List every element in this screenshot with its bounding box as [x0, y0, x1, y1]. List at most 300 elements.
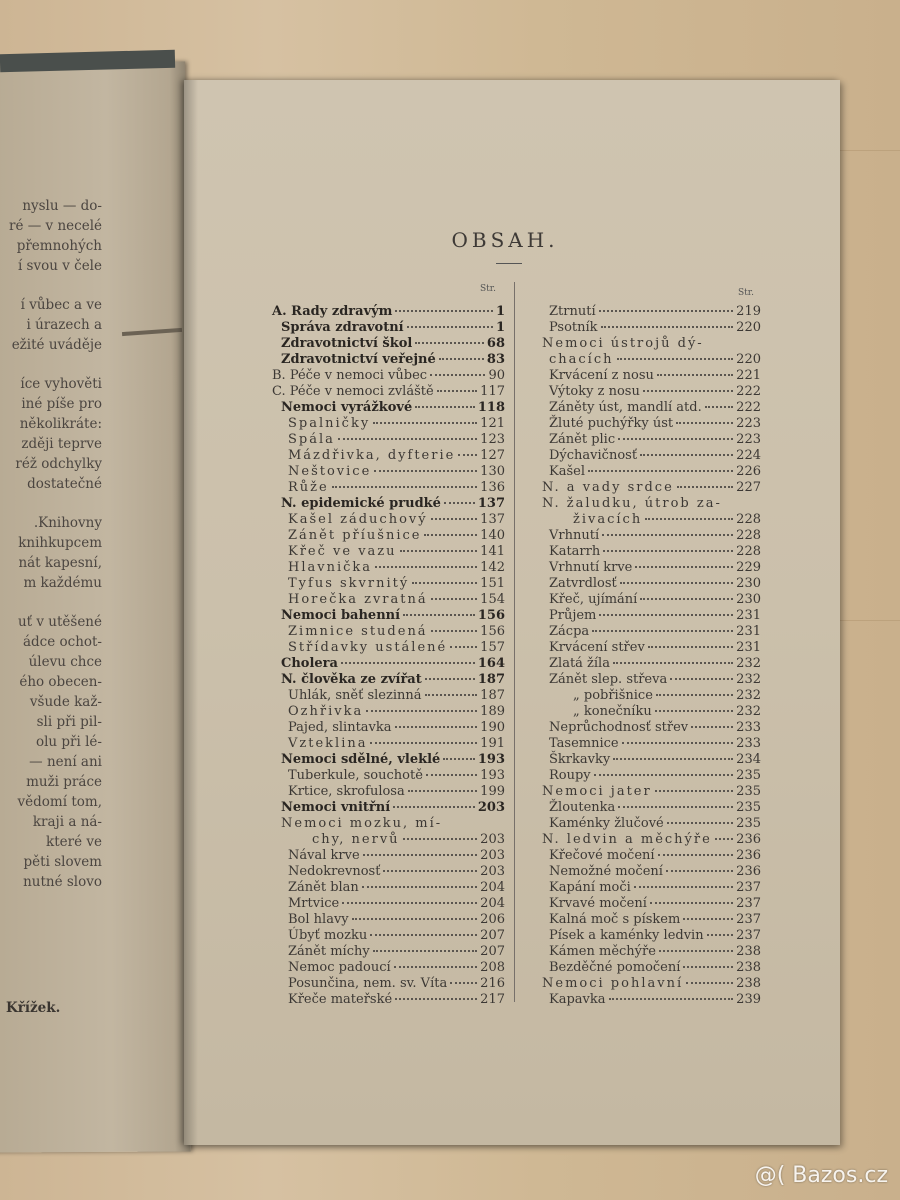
toc-entry [272, 992, 505, 1008]
toc-entry [533, 800, 761, 816]
entry-title: Křečové močení [549, 848, 655, 863]
dot-leader [362, 886, 477, 888]
paragraph-gap [0, 494, 102, 513]
entry-title: Zimnice studená [288, 624, 428, 639]
dot-leader [352, 918, 478, 920]
entry-title: Nemoc padoucí [288, 960, 391, 975]
toc-entry [533, 496, 761, 512]
entry-title: Zácpa [549, 624, 590, 639]
toc-entry [272, 336, 505, 352]
entry-page-number: 233 [736, 720, 761, 735]
entry-page-number: 229 [736, 560, 761, 575]
entry-title: Ztrnutí [549, 304, 596, 319]
entry-page-number: 187 [477, 672, 505, 687]
entry-title: Krvácení střev [549, 640, 645, 655]
toc-entry [533, 912, 761, 928]
entry-page-number: 118 [477, 400, 505, 415]
entry-page-number: 236 [736, 832, 761, 847]
toc-right-column [533, 304, 761, 1008]
entry-title: Nemoci pohlavní [542, 976, 684, 991]
dot-leader [370, 934, 477, 936]
entry-title: Zánět blan [288, 880, 359, 895]
toc-entry [533, 576, 761, 592]
entry-title: Cholera [281, 656, 338, 671]
dot-leader [622, 742, 734, 744]
entry-page-number: 156 [477, 608, 505, 623]
entry-title: N. člověka ze zvířat [281, 672, 422, 687]
toc-entry [272, 784, 505, 800]
entry-title: Kašel záduchový [288, 512, 428, 527]
author-signature: Křížek. [6, 1000, 61, 1016]
entry-page-number: 203 [477, 800, 505, 815]
toc-entry [533, 848, 761, 864]
entry-title: N. a vady srdce [542, 480, 674, 495]
title-rule [496, 263, 522, 264]
entry-title: „ pobřišnice [573, 688, 653, 703]
entry-page-number: 228 [736, 528, 761, 543]
dot-leader [594, 774, 734, 776]
dot-leader [370, 742, 477, 744]
toc-entry [533, 976, 761, 992]
dot-leader [657, 374, 733, 376]
entry-title: Pajed, slintavka [288, 720, 392, 735]
toc-entry [533, 768, 761, 784]
entry-title: A. Rady zdravým [272, 304, 393, 319]
text-line: m každému [23, 575, 102, 591]
entry-title: Písek a kaménky ledvin [549, 928, 704, 943]
dot-leader [439, 358, 484, 360]
dot-leader [617, 358, 734, 360]
toc-entry [533, 592, 761, 608]
dot-leader [618, 438, 733, 440]
dot-leader [655, 710, 733, 712]
toc-entry [533, 480, 761, 496]
entry-page-number: 223 [736, 432, 761, 447]
entry-title: Vrhnutí [549, 528, 600, 543]
toc-entry [272, 752, 505, 768]
entry-page-number: 90 [488, 368, 505, 383]
toc-entry [272, 560, 505, 576]
paragraph-gap [0, 276, 102, 295]
entry-page-number: 193 [477, 752, 505, 767]
entry-title: Mrtvice [288, 896, 340, 911]
entry-page-number: 216 [480, 976, 505, 991]
dot-leader [450, 646, 477, 648]
entry-page-number: 237 [736, 896, 761, 911]
text-line: ežité uváděje [11, 337, 102, 353]
entry-title: B. Péče v nemoci vůbec [272, 368, 428, 383]
entry-title: Průjem [549, 608, 597, 623]
text-line: ré — v necelé [9, 218, 102, 234]
text-line: í svou v čele [17, 258, 102, 274]
toc-entry [272, 352, 505, 368]
entry-page-number: 237 [736, 928, 761, 943]
dot-leader [458, 454, 477, 456]
dot-leader [332, 486, 477, 488]
entry-title: Nemoci mozku, mí- [281, 816, 443, 831]
entry-title: Krtice, skrofulosa [288, 784, 405, 799]
entry-page-number: 224 [736, 448, 761, 463]
toc-entry [272, 800, 505, 816]
entry-title: Zánět slep. střeva [549, 672, 668, 687]
entry-page-number: 83 [486, 352, 505, 367]
entry-title: Neštovice [288, 464, 372, 479]
entry-title: Krvavé močení [549, 896, 647, 911]
dot-leader [650, 902, 733, 904]
entry-page-number: 231 [736, 624, 761, 639]
toc-entry [533, 432, 761, 448]
column-divider [514, 282, 515, 1002]
text-line: úlevu chce [28, 654, 102, 670]
toc-entry [533, 864, 761, 880]
toc-entry [533, 400, 761, 416]
toc-entry [533, 320, 761, 336]
text-line: uť v utěšené [17, 614, 102, 630]
entry-page-number: 121 [480, 416, 505, 431]
page-header-right: Str. [738, 288, 754, 298]
text-line: réž odchylky [15, 456, 102, 472]
dot-leader [667, 822, 733, 824]
dot-leader [444, 502, 475, 504]
entry-title: Kapavka [549, 992, 606, 1007]
toc-entry [533, 384, 761, 400]
text-line: kraji a ná- [32, 814, 102, 830]
paragraph-gap [0, 355, 102, 374]
dot-leader [450, 982, 477, 984]
entry-title: Tuberkule, souchotě [288, 768, 423, 783]
toc-entry [533, 656, 761, 672]
entry-page-number: 220 [736, 352, 761, 367]
entry-page-number: 68 [486, 336, 505, 351]
entry-title: N. žaludku, útrob za- [542, 496, 722, 511]
entry-title: Žluté puchýřky úst [549, 416, 674, 431]
toc-entry [272, 608, 505, 624]
toc-entry [272, 688, 505, 704]
entry-page-number: 226 [736, 464, 761, 479]
dot-leader [408, 790, 477, 792]
entry-title: Křeče mateřské [288, 992, 393, 1007]
text-line: několikráte: [19, 416, 102, 432]
entry-page-number: 203 [480, 832, 505, 847]
toc-entry [272, 528, 505, 544]
toc-entry [272, 592, 505, 608]
toc-entry [533, 720, 761, 736]
toc-entry [533, 896, 761, 912]
entry-title: Bezděčné pomočení [549, 960, 681, 975]
entry-page-number: 228 [736, 512, 761, 527]
toc-entry [533, 688, 761, 704]
entry-title: Výtoky z nosu [549, 384, 640, 399]
entry-page-number: 235 [736, 768, 761, 783]
entry-title: chacích [549, 352, 614, 367]
dot-leader [686, 982, 733, 984]
toc-entry [533, 448, 761, 464]
text-line: sli při pil- [36, 714, 102, 730]
dot-leader [683, 918, 733, 920]
text-line: které ve [46, 834, 102, 850]
entry-title: C. Péče v nemoci zvláště [272, 384, 434, 399]
dot-leader [426, 774, 477, 776]
dot-leader [394, 966, 478, 968]
dot-leader [634, 886, 733, 888]
entry-page-number: 204 [480, 880, 505, 895]
entry-page-number: 220 [736, 320, 761, 335]
entry-page-number: 219 [736, 304, 761, 319]
entry-page-number: 234 [736, 752, 761, 767]
toc-entry [272, 912, 505, 928]
toc-entry [533, 352, 761, 368]
toc-title: OBSAH. [451, 228, 559, 252]
entry-title: Nemoci jater [542, 784, 652, 799]
dot-leader [431, 630, 478, 632]
toc-entry [533, 736, 761, 752]
entry-title: Zdravotnictví veřejné [281, 352, 436, 367]
toc-entry [272, 880, 505, 896]
entry-title: Bol hlavy [288, 912, 349, 927]
toc-entry [272, 400, 505, 416]
dot-leader [342, 902, 477, 904]
dot-leader [400, 550, 478, 552]
dot-leader [395, 310, 493, 312]
entry-title: Růže [288, 480, 329, 495]
toc-entry [272, 480, 505, 496]
entry-page-number: 151 [480, 576, 505, 591]
toc-entry [533, 336, 761, 352]
page-header-left: Str. [480, 284, 496, 294]
toc-entry [533, 512, 761, 528]
toc-entry [272, 864, 505, 880]
text-line: zději teprve [21, 436, 102, 452]
dot-leader [373, 422, 477, 424]
toc-entry [272, 544, 505, 560]
entry-title: Vzteklina [288, 736, 368, 751]
toc-entry [272, 304, 505, 320]
entry-page-number: 1 [495, 320, 505, 335]
entry-page-number: 221 [736, 368, 761, 383]
dot-leader [640, 598, 733, 600]
dot-leader [620, 582, 733, 584]
dot-leader [655, 790, 733, 792]
dot-leader [425, 694, 478, 696]
dot-leader [395, 998, 477, 1000]
entry-title: Uhlák, sněť slezinná [288, 688, 422, 703]
dot-leader [618, 806, 733, 808]
dot-leader [601, 326, 734, 328]
toc-entry [272, 848, 505, 864]
toc-entry [272, 736, 505, 752]
toc-entry [533, 640, 761, 656]
dot-leader [424, 534, 477, 536]
entry-title: Kalná moč s pískem [549, 912, 681, 927]
text-line: pěti slovem [23, 854, 102, 870]
entry-title: Úbyť mozku [288, 928, 368, 943]
entry-title: Křeč, ujímání [549, 592, 638, 607]
toc-entry [272, 640, 505, 656]
toc-entry [533, 304, 761, 320]
entry-title: Spála [288, 432, 335, 447]
entry-title: Správa zdravotní [281, 320, 404, 335]
text-line: vědomí tom, [17, 794, 102, 810]
toc-entry [272, 832, 505, 848]
entry-page-number: 232 [736, 672, 761, 687]
entry-page-number: 232 [736, 688, 761, 703]
entry-title: Vrhnutí krve [549, 560, 633, 575]
toc-entry [272, 496, 505, 512]
entry-title: Nemoci bahenní [281, 608, 401, 623]
entry-page-number: 141 [480, 544, 505, 559]
dot-leader [656, 694, 733, 696]
entry-page-number: 208 [480, 960, 505, 975]
entry-page-number: 1 [495, 304, 505, 319]
dot-leader [375, 566, 477, 568]
entry-title: Mázdřivka, dyfterie [288, 448, 456, 463]
entry-title: Tyfus skvrnitý [288, 576, 410, 591]
dot-leader [341, 662, 475, 664]
entry-title: Horečka zvratná [288, 592, 428, 607]
entry-page-number: 238 [736, 944, 761, 959]
entry-page-number: 193 [480, 768, 505, 783]
entry-title: Záněty úst, mandlí atd. [549, 400, 702, 415]
toc-entry [533, 928, 761, 944]
entry-page-number: 235 [736, 816, 761, 831]
text-line: nutné slovo [23, 874, 102, 890]
toc-entry [533, 944, 761, 960]
toc-entry [533, 784, 761, 800]
dot-leader [666, 870, 733, 872]
toc-left-column [272, 304, 505, 1008]
entry-title: Spalničky [288, 416, 371, 431]
entry-page-number: 203 [480, 864, 505, 879]
toc-entry [533, 368, 761, 384]
entry-page-number: 235 [736, 784, 761, 799]
entry-page-number: 199 [480, 784, 505, 799]
entry-page-number: 238 [736, 976, 761, 991]
entry-title: Křeč ve vazu [288, 544, 397, 559]
toc-entry [533, 560, 761, 576]
text-line: přemnohých [16, 238, 102, 254]
text-line: — není ani [29, 754, 102, 770]
entry-title: Zánět plic [549, 432, 616, 447]
entry-page-number: 130 [480, 464, 505, 479]
left-page-text [0, 196, 102, 892]
toc-entry [272, 432, 505, 448]
toc-entry [533, 816, 761, 832]
dot-leader [395, 726, 478, 728]
entry-page-number: 207 [480, 944, 505, 959]
dot-leader [715, 838, 733, 840]
dot-leader [415, 406, 475, 408]
entry-page-number: 237 [736, 912, 761, 927]
toc-entry [533, 544, 761, 560]
dot-leader [599, 614, 733, 616]
entry-title: N. epidemické prudké [281, 496, 441, 511]
entry-title: Krvácení z nosu [549, 368, 654, 383]
toc-entry [533, 960, 761, 976]
paragraph-gap [0, 593, 102, 612]
dot-leader [412, 582, 477, 584]
dot-leader [705, 406, 733, 408]
entry-page-number: 228 [736, 544, 761, 559]
toc-entry [533, 464, 761, 480]
dot-leader [393, 806, 475, 808]
entry-title: Ozhřivka [288, 704, 364, 719]
toc-entry [272, 512, 505, 528]
dot-leader [443, 758, 475, 760]
entry-page-number: 222 [736, 400, 761, 415]
dot-leader [676, 422, 733, 424]
dot-leader [613, 662, 733, 664]
entry-page-number: 187 [480, 688, 505, 703]
toc-entry [533, 704, 761, 720]
entry-page-number: 137 [477, 496, 505, 511]
dot-leader [437, 390, 478, 392]
entry-page-number: 236 [736, 848, 761, 863]
toc-entry [272, 656, 505, 672]
entry-page-number: 142 [480, 560, 505, 575]
dot-leader [658, 854, 734, 856]
entry-title: Kašel [549, 464, 585, 479]
toc-entry [272, 416, 505, 432]
dot-leader [383, 870, 477, 872]
entry-title: Žloutenka [549, 800, 616, 815]
toc-entry [272, 368, 505, 384]
dot-leader [425, 678, 475, 680]
text-line: knihkupcem [18, 535, 102, 551]
entry-title: Zánět míchy [288, 944, 370, 959]
entry-page-number: 233 [736, 736, 761, 751]
toc-entry [272, 768, 505, 784]
entry-title: Katarrh [549, 544, 601, 559]
dot-leader [670, 678, 733, 680]
text-line: í vůbec a ve [20, 297, 102, 313]
entry-page-number: 156 [480, 624, 505, 639]
text-line: muži práce [26, 774, 102, 790]
entry-page-number: 191 [480, 736, 505, 751]
entry-page-number: 232 [736, 704, 761, 719]
entry-page-number: 237 [736, 880, 761, 895]
entry-title: Zdravotnictví škol [281, 336, 413, 351]
dot-leader [613, 758, 733, 760]
entry-page-number: 236 [736, 864, 761, 879]
dot-leader [609, 998, 734, 1000]
entry-title: Nemoci ústrojů dý- [542, 336, 704, 351]
dot-leader [366, 710, 477, 712]
entry-page-number: 227 [736, 480, 761, 495]
entry-title: Zánět příušnice [288, 528, 422, 543]
entry-page-number: 140 [480, 528, 505, 543]
dot-leader [407, 326, 493, 328]
toc-entry [272, 704, 505, 720]
dot-leader [691, 726, 733, 728]
toc-entry [272, 816, 505, 832]
toc-entry [272, 448, 505, 464]
toc-entry [272, 576, 505, 592]
dot-leader [707, 934, 734, 936]
dot-leader [374, 470, 477, 472]
toc-entry [272, 976, 505, 992]
toc-entry [272, 384, 505, 400]
toc-entry [533, 672, 761, 688]
entry-page-number: 117 [480, 384, 505, 399]
entry-title: Škrkavky [549, 752, 611, 767]
toc-entry [272, 720, 505, 736]
dot-leader [643, 390, 733, 392]
entry-page-number: 136 [480, 480, 505, 495]
entry-page-number: 232 [736, 656, 761, 671]
toc-entry [272, 896, 505, 912]
dot-leader [640, 454, 733, 456]
text-line: dostatečné [27, 476, 102, 492]
